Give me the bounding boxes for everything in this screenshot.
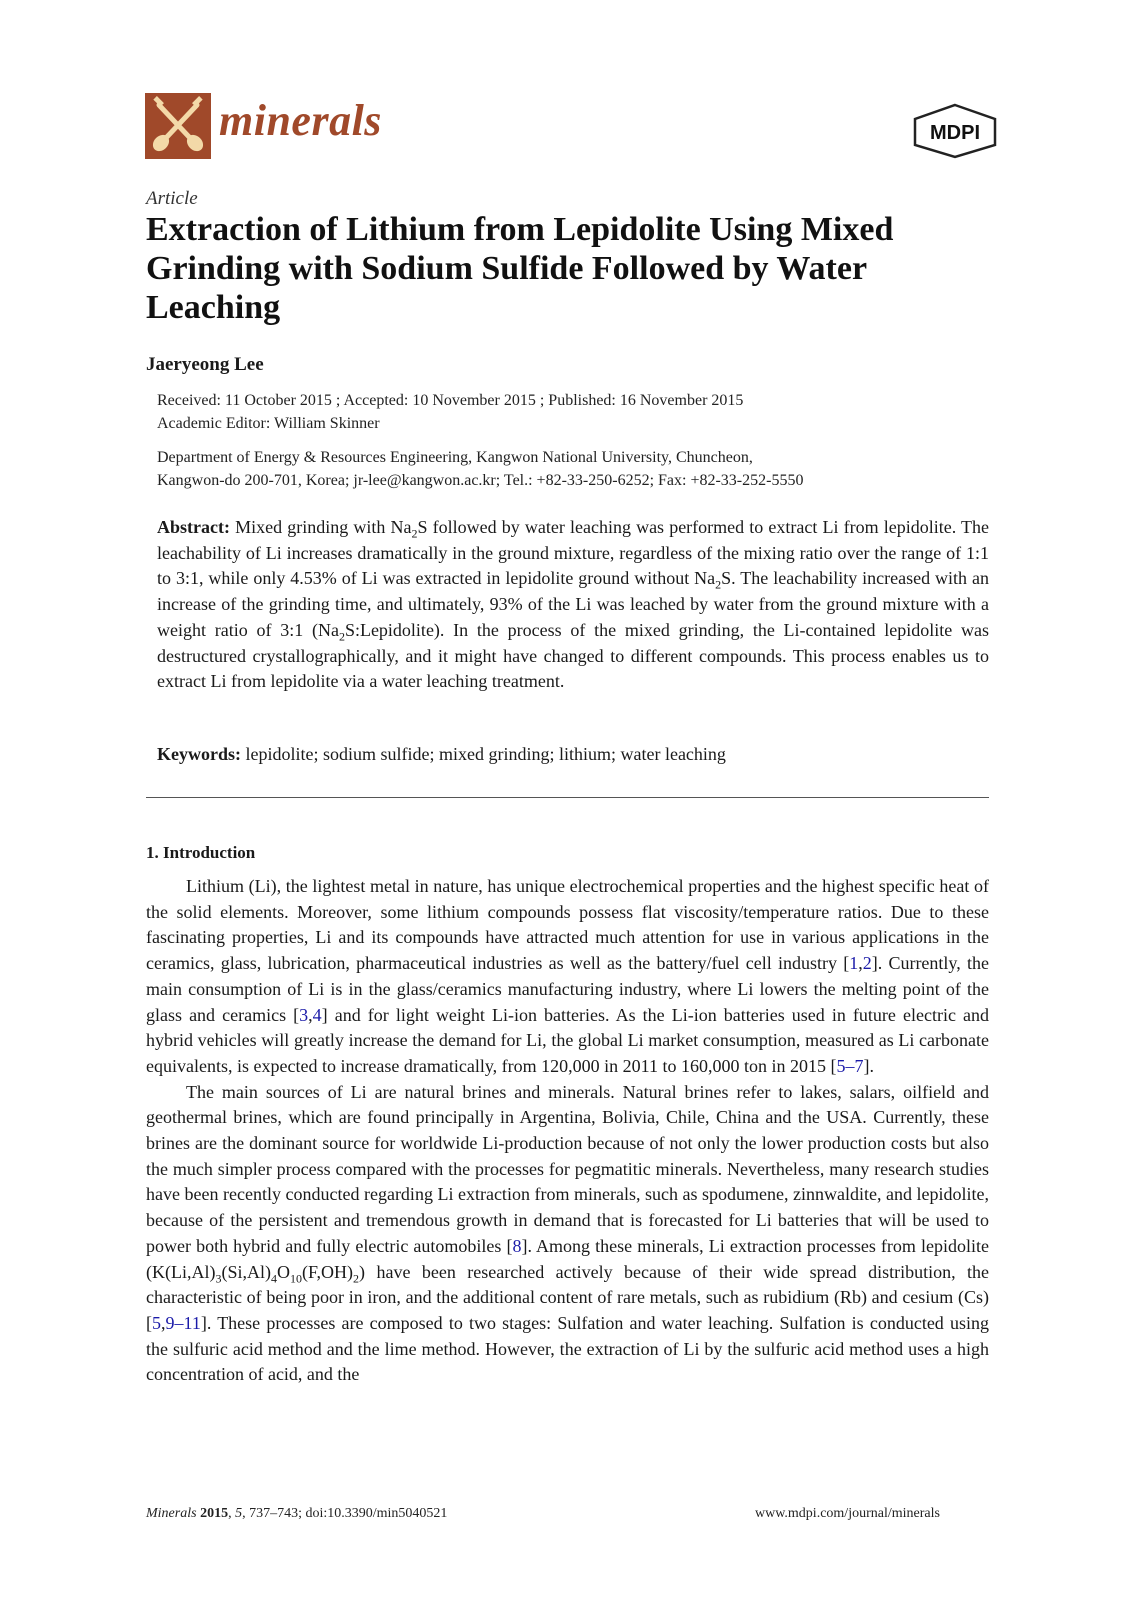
keywords-label: Keywords: — [157, 744, 241, 764]
footer-year: 2015 — [200, 1506, 229, 1521]
paragraph-1: Lithium (Li), the lightest metal in nature, has unique electrochemical properties and the highest specific heat of the solid elements. Moreover, some lithium compounds possess flat viscosity/temperature ratios. Due to these fascinating properties, Li and its compounds have attracted much attention for use in various applications in the ceramics, glass, lubrication, pharmaceutical industries as well as the battery/fuel cell industry [1,2]. Currently, the main consumption of Li is in the glass/ceramics manufacturing industry, where Li lowers the melting point of the glass and ceramics [3,4] and for light weight Li-ion batteries. As the Li-ion batteries used in future electric and hybrid vehicles will greatly increase the demand for Li, the global Li market consumption, measured as Li carbonate equivalents, is expected to increase dramatically, from 120,000 in 2011 to 160,000 ton in 2015 [5–7]. — [146, 876, 989, 1076]
footer-journal: Minerals — [146, 1506, 197, 1521]
citation-link[interactable]: 5 — [152, 1312, 161, 1333]
author-name: Jaeryeong Lee — [146, 354, 264, 375]
citation-link[interactable]: 3 — [299, 1004, 309, 1025]
section-divider — [146, 797, 989, 798]
publication-dates: Received: 11 October 2015 ; Accepted: 10 November 2015 ; Published: 16 November 2015 — [157, 392, 744, 409]
affiliation-line-2: Kangwon-do 200-701, Korea; jr-lee@kangwon.ac.kr; Tel.: +82-33-250-6252; Fax: +82-33-252-5550 — [157, 472, 804, 489]
article-type: Article — [146, 188, 198, 209]
footer-url[interactable]: www.mdpi.com/journal/minerals — [755, 1506, 940, 1521]
journal-logo — [145, 93, 211, 159]
journal-name: minerals — [219, 96, 382, 145]
footer-volume: 5 — [235, 1506, 243, 1521]
footer-pages-doi: , 737–743; doi:10.3390/min5040521 — [242, 1506, 448, 1521]
section-heading: 1. Introduction — [146, 843, 256, 862]
subscript: 2 — [411, 526, 418, 541]
abstract-label: Abstract: — [157, 517, 230, 537]
citation-link[interactable]: 8 — [512, 1235, 522, 1256]
subscript: 2 — [338, 629, 345, 644]
footer-citation: Minerals 2015, 5, 737–743; doi:10.3390/min5040521 — [146, 1506, 448, 1521]
abstract-text: Mixed grinding with Na — [235, 517, 412, 537]
affiliation-line-1: Department of Energy & Resources Engineering, Kangwon National University, Chuncheon, — [157, 449, 753, 466]
abstract-text: S followed by water leaching was performed to extract Li from lepidolite. The leachability of Li increases dramatically in the ground mixture, regardless of the mixing ratio over the range of 1:1 to 3:1, while only 4.53% of Li was extracted in lepidolite ground without Na — [157, 517, 990, 589]
abstract-text: S. The leachability increased with an increase of the grinding time, and ultimately, 93% of the Li was leached by water from the ground mixture with a weight ratio of 3:1 (Na — [157, 568, 989, 640]
citation-link[interactable]: 9–11 — [165, 1312, 201, 1333]
keywords-text: lepidolite; sodium sulfide; mixed grinding; lithium; water leaching — [245, 744, 726, 764]
crossed-shovels-icon — [145, 93, 211, 159]
keywords — [157, 744, 726, 765]
citation-link[interactable]: 1 — [849, 953, 859, 974]
subscript: 2 — [715, 578, 722, 592]
citation-link[interactable]: 2 — [862, 953, 872, 974]
article-title: Extraction of Lithium from Lepidolite Using Mixed Grinding with Sodium Sulfide Followed by Water Leaching — [146, 211, 894, 326]
abstract — [157, 515, 989, 695]
section-body — [146, 874, 989, 1388]
citation-link[interactable]: 4 — [312, 1004, 322, 1025]
publisher-logo-text: MDPI — [930, 122, 980, 144]
abstract-text: S:Lepidolite). In the process of the mixed grinding, the Li-contained lepidolite was destructured crystallographically, and it might have changed to different compounds. This process enables us to extract Li from lepidolite via a water leaching treatment. — [157, 619, 989, 692]
mdpi-logo — [912, 103, 998, 159]
paragraph-2: The main sources of Li are natural brines and minerals. Natural brines refer to lakes, salars, oilfield and geothermal brines, which are found principally in Argentina, Bolivia, Chile, China and the USA. Currently, these brines are the dominant source for worldwide Li-production because of not only the lower production costs but also the much simpler process compared with the processes for pegmatitic minerals. Nevertheless, many research studies have been recently conducted regarding Li extraction from minerals, such as spodumene, zinnwaldite, and lepidolite, because of the persistent and tremendous growth in demand that is forecasted for Li batteries that will be used to power both hybrid and fully electric automobiles [8]. Among these minerals, Li extraction processes from lepidolite $(K(Li,Al)_3(Si,Al)_4O_{10}(F,OH)_2)$ have been researched actively because of their wide spread distribution, the characteristic of being poor in iron, and the additional content of rare metals, such as rubidium (Rb) and cesium (Cs) [5,9–11]. These processes are composed to two stages: Sulfation and water leaching. Sulfation is conducted using the sulfuric acid method and the lime method. However, the extraction of Li by the sulfuric acid method uses a high concentration of acid, and the — [146, 1081, 989, 1385]
academic-editor: Academic Editor: William Skinner — [157, 415, 380, 432]
citation-link[interactable]: 5–7 — [836, 1055, 864, 1076]
